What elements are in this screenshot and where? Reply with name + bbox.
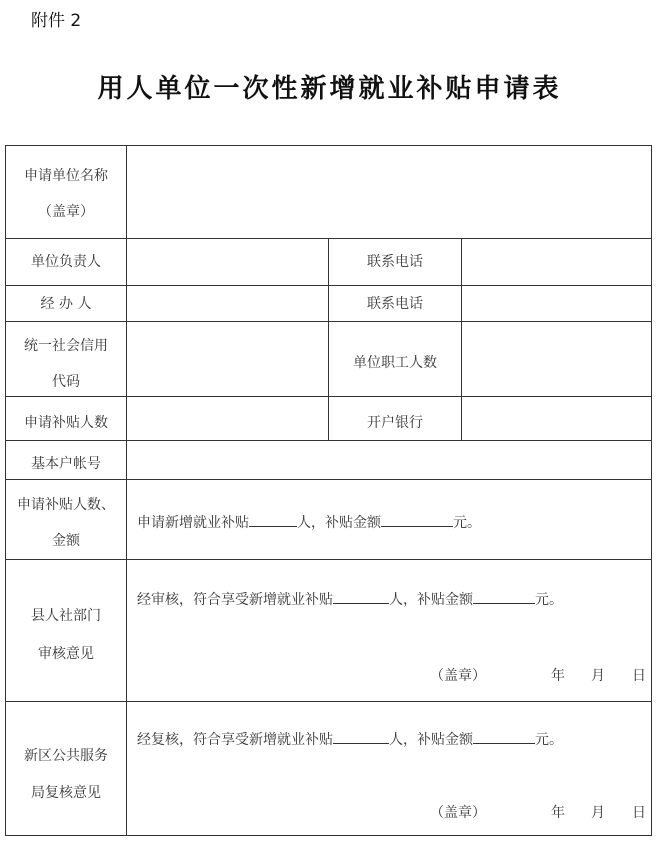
credit-code-field[interactable] [127, 322, 328, 396]
district-sentence-part2: 人，补贴金额 [389, 732, 473, 748]
district-sentence-part3: 元。 [535, 732, 563, 748]
contact-phone-label: 联系电话 [367, 254, 423, 270]
handler-phone-field[interactable] [462, 286, 651, 321]
district-sentence-part1: 经复核，符合享受新增就业补贴 [137, 732, 333, 748]
credit-code-label: 统一社会信用 [24, 338, 108, 354]
basic-account-label: 基本户帐号 [31, 456, 101, 472]
county-review-label-line2: 审核意见 [38, 646, 94, 662]
county-review-label: 县人社部门 [31, 608, 101, 624]
county-sentence-part3: 元。 [535, 592, 563, 608]
people-amount-label-line2: 金额 [52, 533, 80, 549]
bank-field[interactable] [462, 397, 651, 440]
county-seal: （盖章） [430, 668, 486, 684]
apply-people-blank[interactable] [249, 512, 297, 527]
subsidy-people-label: 申请补贴人数 [24, 415, 108, 431]
credit-code-label-line2: 代码 [52, 374, 80, 390]
district-people-blank[interactable] [333, 729, 389, 744]
applicant-unit-label: 申请单位名称 [24, 168, 108, 184]
county-sentence-part1: 经审核，符合享受新增就业补贴 [137, 592, 333, 608]
handler-field[interactable] [127, 286, 328, 321]
district-review-label-line2: 局复核意见 [31, 785, 101, 801]
bank-label: 开户银行 [367, 415, 423, 431]
row-divider [6, 701, 651, 702]
county-sentence [137, 589, 563, 609]
district-day: 日 [632, 805, 646, 821]
district-year: 年 [551, 805, 565, 821]
applicant-unit-field[interactable] [127, 146, 651, 238]
district-sentence [137, 729, 563, 749]
people-amount-label: 申请补贴人数、 [17, 497, 115, 513]
unit-head-phone-field[interactable] [462, 239, 651, 285]
application-form-table [5, 145, 652, 836]
form-title: 用人单位一次性新增就业补贴申请表 [97, 74, 562, 104]
basic-account-field[interactable] [127, 441, 651, 479]
apply-amount-blank[interactable] [381, 512, 453, 527]
contact-phone-label: 联系电话 [367, 296, 423, 312]
district-review-label: 新区公共服务 [24, 748, 108, 764]
apply-sentence [137, 512, 481, 532]
district-amount-blank[interactable] [473, 729, 535, 744]
district-month: 月 [591, 805, 605, 821]
county-year: 年 [551, 668, 565, 684]
apply-sentence-part1: 申请新增就业补贴 [137, 515, 249, 531]
county-amount-blank[interactable] [473, 589, 535, 604]
attachment-label: 附件 2 [31, 11, 82, 31]
handler-label: 经 办 人 [40, 296, 92, 312]
subsidy-people-field[interactable] [127, 397, 328, 440]
county-month: 月 [591, 668, 605, 684]
county-sentence-part2: 人，补贴金额 [389, 592, 473, 608]
employee-count-label: 单位职工人数 [353, 355, 437, 371]
apply-sentence-part2: 人，补贴金额 [297, 515, 381, 531]
employee-count-field[interactable] [462, 322, 651, 396]
unit-head-field[interactable] [127, 239, 328, 285]
unit-head-label: 单位负责人 [31, 254, 101, 270]
county-day: 日 [632, 668, 646, 684]
seal-note-label: （盖章） [38, 204, 94, 220]
row-divider [6, 559, 651, 560]
district-seal: （盖章） [430, 805, 486, 821]
apply-sentence-part3: 元。 [453, 515, 481, 531]
county-people-blank[interactable] [333, 589, 389, 604]
